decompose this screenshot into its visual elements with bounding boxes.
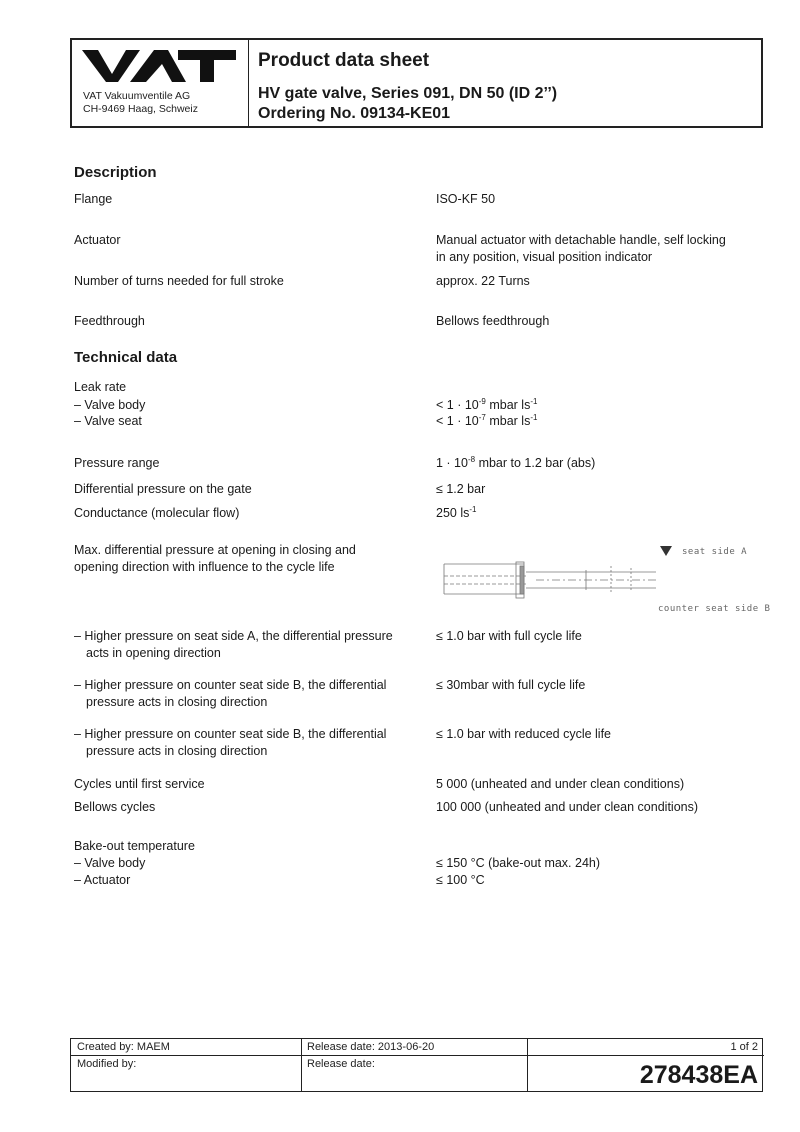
leak-seat-exponent: -7 — [478, 413, 486, 422]
actuator-value — [436, 232, 726, 265]
diff-pressure-value: ≤ 1.2 bar — [436, 482, 486, 496]
actuator-value-line1: Manual actuator with detachable handle, self locking — [436, 233, 726, 247]
company-name: VAT Vakuumventile AG — [83, 90, 191, 102]
higher-a-value: ≤ 1.0 bar with full cycle life — [436, 629, 582, 643]
higher-b1-label — [74, 677, 386, 710]
max-diff-label — [74, 542, 356, 575]
leak-body-base: < 1 · 10 — [436, 398, 479, 412]
description-heading: Description — [74, 164, 157, 181]
bake-body-value: ≤ 150 °C (bake-out max. 24h) — [436, 856, 601, 870]
leak-seat-label: – Valve seat — [74, 414, 142, 428]
leak-body-unit-exponent: -1 — [530, 397, 538, 406]
footer-row-divider — [71, 1055, 527, 1056]
release-date-modified: Release date: — [307, 1058, 375, 1070]
higher-b2-line2: pressure acts in closing direction — [86, 743, 268, 758]
higher-a-label — [74, 628, 393, 661]
flange-value: ISO-KF 50 — [436, 192, 496, 206]
footer-col-divider-2 — [527, 1039, 528, 1091]
higher-b2-value: ≤ 1.0 bar with reduced cycle life — [436, 727, 611, 741]
bake-out-label: Bake-out temperature — [74, 839, 195, 853]
diff-pressure-label: Differential pressure on the gate — [74, 482, 252, 496]
footer-col-divider-1 — [301, 1039, 302, 1091]
turns-label: Number of turns needed for full stroke — [74, 274, 284, 288]
max-diff-line1: Max. differential pressure at opening in closing and — [74, 543, 356, 557]
document-number: 278438EA — [639, 1061, 758, 1089]
pressure-rest: mbar to 1.2 bar (abs) — [475, 456, 596, 470]
created-by: Created by: MAEM — [77, 1041, 170, 1053]
pressure-range-value — [436, 455, 595, 472]
vat-logo — [82, 46, 238, 84]
higher-b2-label — [74, 726, 386, 759]
leak-seat-base: < 1 · 10 — [436, 414, 479, 428]
leak-seat-value — [436, 413, 537, 430]
footer-table — [70, 1038, 763, 1092]
higher-b1-value: ≤ 30mbar with full cycle life — [436, 678, 586, 692]
bake-actuator-value: ≤ 100 °C — [436, 873, 485, 887]
leak-body-value — [436, 397, 537, 414]
seat-side-label: seat side A — [682, 547, 748, 557]
pressure-exponent: -8 — [467, 455, 476, 464]
leak-body-exponent: -9 — [478, 397, 486, 406]
cycles-label: Cycles until first service — [74, 777, 205, 791]
feedthrough-value: Bellows feedthrough — [436, 314, 550, 328]
bake-body-label: – Valve body — [74, 856, 146, 870]
company-address — [83, 90, 198, 116]
conductance-value — [436, 505, 476, 522]
footer-row-divider-right — [527, 1055, 764, 1056]
max-diff-line2: opening direction with influence to the cycle life — [74, 559, 335, 574]
conductance-base: 250 ls — [436, 506, 470, 520]
technical-heading: Technical data — [74, 349, 178, 366]
ordering-number: Ordering No. 09134-KE01 — [258, 105, 451, 122]
actuator-value-line2: in any position, visual position indicator — [436, 249, 653, 264]
leak-body-label: – Valve body — [74, 398, 146, 412]
higher-a-line1: – Higher pressure on seat side A, the differential pressure — [74, 629, 393, 643]
pressure-range-label: Pressure range — [74, 456, 160, 470]
cycles-value: 5 000 (unheated and under clean conditions) — [436, 777, 685, 791]
header-box — [70, 38, 763, 128]
bellows-cycles-value: 100 000 (unheated and under clean conditions) — [436, 800, 699, 814]
company-location: CH-9469 Haag, Schweiz — [83, 103, 198, 115]
higher-b1-line2: pressure acts in closing direction — [86, 694, 268, 709]
bellows-cycles-label: Bellows cycles — [74, 800, 156, 814]
higher-b2-line1: – Higher pressure on counter seat side B, the differential — [74, 727, 387, 741]
seat-side-marker-icon — [660, 546, 672, 556]
release-date: Release date: 2013-06-20 — [307, 1041, 435, 1053]
actuator-label: Actuator — [74, 233, 121, 247]
leak-rate-label: Leak rate — [74, 380, 127, 394]
conductance-exponent: -1 — [469, 505, 477, 514]
feedthrough-label: Feedthrough — [74, 314, 145, 328]
document-title: Product data sheet — [258, 50, 430, 71]
leak-body-unit: mbar ls — [485, 398, 531, 412]
counter-seat-side-label: counter seat side B — [658, 604, 771, 614]
leak-seat-unit-exponent: -1 — [530, 413, 538, 422]
flange-label: Flange — [74, 192, 113, 206]
turns-value: approx. 22 Turns — [436, 274, 530, 288]
higher-b1-line1: – Higher pressure on counter seat side B, the differential — [74, 678, 387, 692]
higher-a-line2: acts in opening direction — [86, 645, 221, 660]
logo-cell — [72, 40, 249, 126]
product-title — [258, 84, 557, 124]
leak-seat-unit: mbar ls — [485, 414, 531, 428]
pressure-base: 1 · 10 — [436, 456, 468, 470]
product-name: HV gate valve, Series 091, DN 50 (ID 2’’) — [258, 85, 558, 102]
modified-by: Modified by: — [77, 1058, 137, 1070]
conductance-label: Conductance (molecular flow) — [74, 506, 240, 520]
page-number: 1 of 2 — [730, 1041, 758, 1053]
bake-actuator-label: – Actuator — [74, 873, 131, 887]
